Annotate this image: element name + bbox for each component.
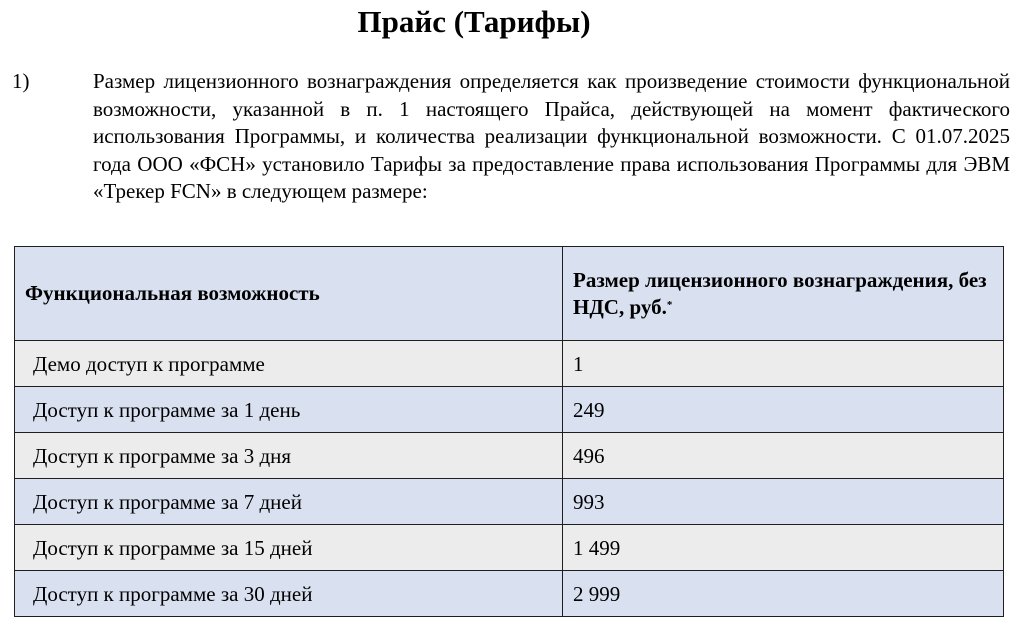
feature-cell: Доступ к программе за 3 дня — [15, 433, 563, 479]
price-table — [14, 246, 1004, 617]
table-row — [15, 479, 1004, 525]
fee-cell: 249 — [563, 387, 1004, 433]
footnote-mark: * — [666, 298, 673, 311]
table-row — [15, 341, 1004, 387]
feature-cell: Доступ к программе за 1 день — [15, 387, 563, 433]
header-fee — [563, 247, 1004, 341]
fee-cell: 1 — [563, 341, 1004, 387]
fee-cell: 2 999 — [563, 571, 1004, 617]
page-title: Прайс (Тарифы) — [357, 4, 591, 39]
feature-cell: Доступ к программе за 30 дней — [15, 571, 563, 617]
table-row — [15, 433, 1004, 479]
feature-cell: Демо доступ к программе — [15, 341, 563, 387]
table-row — [15, 525, 1004, 571]
clause-number: 1) — [12, 69, 30, 93]
table-row — [15, 571, 1004, 617]
fee-cell: 1 499 — [563, 525, 1004, 571]
header-feature: Функциональная возможность — [15, 247, 563, 341]
table-header-row — [15, 247, 1004, 341]
clause-text: Размер лицензионного вознаграждения определяется как произведение стоимости функциональной возможности, указанной в п. 1 настоящего Прайса, действующей на момент фактического использования Программы, и количества реализации функциональной возможности. С 01.07.2025 года ООО «ФСН» установило Тарифы за предоставление права использования Программы для ЭВМ «Трекер FCN» в следующем размере: — [93, 69, 1010, 204]
feature-cell: Доступ к программе за 15 дней — [15, 525, 563, 571]
fee-cell: 993 — [563, 479, 1004, 525]
header-fee-label: Размер лицензионного вознаграждения, без НДС, руб. — [573, 267, 987, 319]
feature-cell: Доступ к программе за 7 дней — [15, 479, 563, 525]
fee-cell: 496 — [563, 433, 1004, 479]
table-row — [15, 387, 1004, 433]
